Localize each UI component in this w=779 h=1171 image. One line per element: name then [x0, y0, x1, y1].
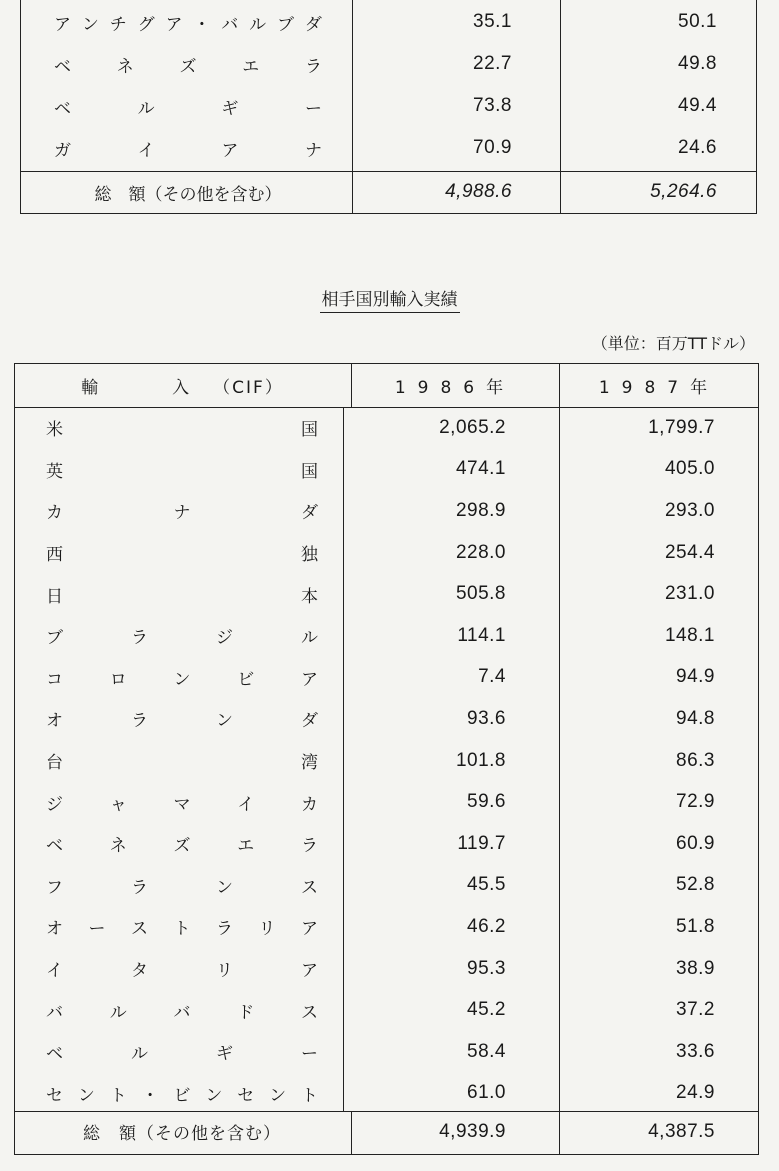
- table-row: [14, 1073, 759, 1115]
- country-name-char: 本: [301, 586, 318, 607]
- country-name: [46, 532, 318, 574]
- table-row: [14, 906, 759, 948]
- country-name-char: 台: [46, 753, 63, 774]
- country-name-char: ベ: [54, 56, 71, 77]
- country-name: [46, 573, 318, 615]
- value-1987: 1,799.7: [648, 416, 715, 438]
- value-1987: 37.2: [676, 999, 715, 1021]
- country-name-char: ビ: [173, 1085, 191, 1106]
- country-name: [46, 1073, 318, 1115]
- country-name-char: 米: [46, 420, 63, 441]
- table-row: [14, 740, 759, 782]
- unit-note: （単位：百万TTドル）: [591, 334, 755, 353]
- country-name-char: ト: [301, 1085, 318, 1106]
- country-name-char: ジ: [216, 628, 233, 649]
- country-name-char: イ: [137, 140, 155, 161]
- country-name-char: ・: [193, 14, 211, 35]
- country-name-char: バ: [46, 1002, 63, 1023]
- value-1986: 59.6: [467, 791, 506, 813]
- country-name-char: ロ: [109, 669, 127, 690]
- country-name-char: 独: [301, 545, 318, 566]
- country-name-char: ビ: [237, 669, 255, 690]
- country-name-char: ネ: [116, 56, 134, 77]
- total-label: 総 額（その他を含む）: [94, 184, 282, 205]
- table-row: [14, 449, 759, 491]
- country-name-char: ル: [109, 1002, 127, 1023]
- country-name: [46, 407, 318, 449]
- country-name: [46, 698, 318, 740]
- table-row: [14, 573, 759, 615]
- total-1986: 4,988.6: [445, 181, 512, 202]
- country-name-char: リ: [216, 961, 233, 982]
- country-name-char: ス: [301, 1002, 318, 1023]
- country-name-char: ャ: [109, 794, 127, 815]
- value-1986: 505.8: [455, 583, 506, 605]
- country-name-char: エ: [242, 56, 260, 77]
- country-name-char: ガ: [54, 140, 71, 161]
- country-name-char: ラ: [301, 836, 318, 857]
- value-1986: 35.1: [473, 11, 512, 32]
- value-1987: 72.9: [676, 791, 715, 813]
- value-1987: 33.6: [676, 1040, 715, 1062]
- country-name-char: ラ: [131, 711, 148, 732]
- table-row: [14, 615, 759, 657]
- country-name-char: 国: [301, 461, 318, 482]
- header-1987: 1987年: [598, 377, 720, 398]
- country-name-char: 国: [301, 420, 318, 441]
- country-name-char: マ: [173, 794, 191, 815]
- country-name: [46, 989, 318, 1031]
- value-1986: 298.9: [455, 499, 506, 521]
- value-1987: 50.1: [678, 11, 717, 32]
- country-name-char: ア: [221, 140, 239, 161]
- country-name-char: ズ: [173, 836, 191, 857]
- country-name-char: イ: [237, 794, 255, 815]
- value-1987: 60.9: [676, 832, 715, 854]
- country-name-char: セ: [237, 1085, 255, 1106]
- total-1987: 5,264.6: [650, 181, 717, 202]
- total-row: [20, 171, 757, 213]
- country-name: [54, 85, 322, 127]
- value-1987: 405.0: [664, 458, 715, 480]
- value-1986: 58.4: [467, 1040, 506, 1062]
- country-name-char: ア: [301, 961, 318, 982]
- table-row: [14, 657, 759, 699]
- table-row: [14, 948, 759, 990]
- country-name-char: カ: [46, 503, 63, 524]
- value-1987: 51.8: [676, 915, 715, 937]
- country-name-char: ン: [173, 669, 191, 690]
- country-name-char: ダ: [304, 14, 322, 35]
- country-name-char: ス: [301, 877, 318, 898]
- country-name-char: ナ: [304, 140, 322, 161]
- country-name-char: ラ: [216, 919, 233, 940]
- import-table: [14, 363, 759, 1155]
- country-name-char: ナ: [173, 503, 191, 524]
- country-name-char: セ: [46, 1085, 63, 1106]
- country-name-char: ル: [131, 1044, 148, 1065]
- country-name-char: ベ: [46, 836, 63, 857]
- table-row: [14, 1031, 759, 1073]
- country-name-char: ベ: [54, 98, 71, 119]
- country-name-char: ラ: [305, 56, 322, 77]
- country-name-char: ン: [205, 1085, 223, 1106]
- table-row: [14, 407, 759, 449]
- country-name-char: ギ: [221, 98, 239, 119]
- header-import-cif: [14, 363, 351, 407]
- country-name: [46, 657, 318, 699]
- header-import-label: [81, 373, 191, 398]
- value-1987: 148.1: [664, 624, 715, 646]
- table-row: [20, 85, 757, 127]
- value-1986: 101.8: [455, 749, 506, 771]
- country-name-char: 西: [46, 545, 63, 566]
- country-name-char: ル: [249, 14, 267, 35]
- country-name: [46, 490, 318, 532]
- table-row: [14, 989, 759, 1031]
- country-name-char: ト: [109, 1085, 127, 1106]
- country-name-char: ・: [141, 1085, 159, 1106]
- country-name-char: ラ: [131, 877, 148, 898]
- country-name: [46, 1031, 318, 1073]
- table-border-bottom: [14, 1154, 759, 1155]
- value-1986: 474.1: [455, 458, 506, 480]
- table-row: [20, 1, 757, 43]
- country-name-char: 湾: [301, 753, 318, 774]
- value-1987: 94.8: [676, 707, 715, 729]
- country-name: [54, 1, 322, 43]
- export-table-continuation: [20, 0, 757, 214]
- country-name-char: ア: [301, 919, 318, 940]
- country-name-char: ア: [301, 669, 318, 690]
- value-1987: 24.9: [676, 1082, 715, 1104]
- country-name-char: ー: [88, 919, 106, 940]
- total-1986: 4,939.9: [439, 1120, 506, 1142]
- total-1987: 4,387.5: [648, 1120, 715, 1142]
- value-1986: 70.9: [473, 137, 512, 158]
- country-name-char: ル: [137, 98, 155, 119]
- value-1986: 46.2: [467, 915, 506, 937]
- header-cif-label: （CIF）: [213, 377, 284, 398]
- header-import-char: 入: [172, 377, 192, 398]
- value-1987: 24.6: [678, 137, 717, 158]
- value-1987: 254.4: [664, 541, 715, 563]
- table-row: [20, 127, 757, 169]
- value-1986: 114.1: [457, 624, 506, 646]
- value-1986: 73.8: [473, 95, 512, 116]
- country-name-char: ン: [216, 711, 233, 732]
- country-name: [46, 615, 318, 657]
- country-name-char: ア: [165, 14, 183, 35]
- country-name-char: ル: [301, 628, 318, 649]
- country-name-char: ン: [77, 1085, 95, 1106]
- country-name-char: ー: [304, 98, 322, 119]
- country-name-char: ト: [173, 919, 191, 940]
- country-name-char: バ: [173, 1002, 191, 1023]
- value-1987: 38.9: [676, 957, 715, 979]
- country-name-char: グ: [137, 14, 155, 35]
- country-name-char: ン: [269, 1085, 287, 1106]
- country-name-char: ネ: [109, 836, 127, 857]
- value-1986: 119.7: [457, 832, 506, 854]
- country-name-char: ジ: [46, 794, 63, 815]
- value-1987: 52.8: [676, 874, 715, 896]
- country-name-char: ン: [81, 14, 99, 35]
- country-name-char: タ: [131, 961, 148, 982]
- country-name-char: ズ: [179, 56, 197, 77]
- value-1987: 293.0: [664, 499, 715, 521]
- country-name-char: ラ: [131, 628, 148, 649]
- table-row: [14, 490, 759, 532]
- table-title: 相手国別輸入実績: [0, 285, 779, 310]
- table-row: [20, 43, 757, 85]
- country-name: [46, 948, 318, 990]
- country-name-char: ー: [301, 1044, 318, 1065]
- table-row: [14, 865, 759, 907]
- value-1986: 61.0: [467, 1082, 506, 1104]
- value-1986: 22.7: [473, 53, 512, 74]
- country-name: [46, 865, 318, 907]
- value-1986: 93.6: [467, 707, 506, 729]
- country-name-char: ベ: [46, 1044, 63, 1065]
- country-name-char: フ: [46, 877, 63, 898]
- country-name-char: オ: [46, 919, 63, 940]
- country-name-char: イ: [46, 961, 63, 982]
- table-row: [14, 698, 759, 740]
- total-row: [14, 1111, 759, 1153]
- header-1986: 1986年: [394, 377, 516, 398]
- value-1987: 94.9: [676, 666, 715, 688]
- country-name-char: ブ: [277, 14, 294, 35]
- country-name-char: カ: [301, 794, 318, 815]
- value-1987: 49.4: [678, 95, 717, 116]
- country-name: [46, 781, 318, 823]
- country-name-char: 日: [46, 586, 63, 607]
- country-name-char: チ: [109, 14, 127, 35]
- table-row: [14, 823, 759, 865]
- country-name: [54, 43, 322, 85]
- country-name-char: ア: [54, 14, 71, 35]
- country-name-char: ン: [216, 877, 233, 898]
- value-1986: 2,065.2: [439, 416, 506, 438]
- country-name-char: ダ: [301, 711, 318, 732]
- country-name-char: ダ: [301, 503, 318, 524]
- country-name-char: リ: [258, 919, 276, 940]
- value-1987: 49.8: [678, 53, 717, 74]
- country-name-char: オ: [46, 711, 63, 732]
- country-name: [46, 823, 318, 865]
- value-1986: 95.3: [467, 957, 506, 979]
- country-name-char: ド: [237, 1002, 255, 1023]
- header-import-char: 輸: [81, 377, 101, 398]
- table-row: [14, 532, 759, 574]
- country-name: [46, 740, 318, 782]
- value-1986: 45.2: [467, 999, 506, 1021]
- country-name-char: コ: [46, 669, 63, 690]
- country-name: [46, 906, 318, 948]
- country-name: [54, 127, 322, 169]
- country-name-char: バ: [221, 14, 239, 35]
- value-1987: 231.0: [664, 583, 715, 605]
- country-name-char: ス: [131, 919, 148, 940]
- table-border-bottom: [20, 213, 757, 214]
- value-1986: 45.5: [467, 874, 506, 896]
- total-label: 総 額（その他を含む）: [83, 1124, 281, 1145]
- value-1986: 228.0: [455, 541, 506, 563]
- country-name: [46, 449, 318, 491]
- country-name-char: 英: [46, 461, 63, 482]
- country-name-char: エ: [237, 836, 255, 857]
- country-name-char: ブ: [46, 628, 63, 649]
- value-1987: 86.3: [676, 749, 715, 771]
- table-row: [14, 781, 759, 823]
- value-1986: 7.4: [478, 666, 506, 688]
- country-name-char: ギ: [216, 1044, 233, 1065]
